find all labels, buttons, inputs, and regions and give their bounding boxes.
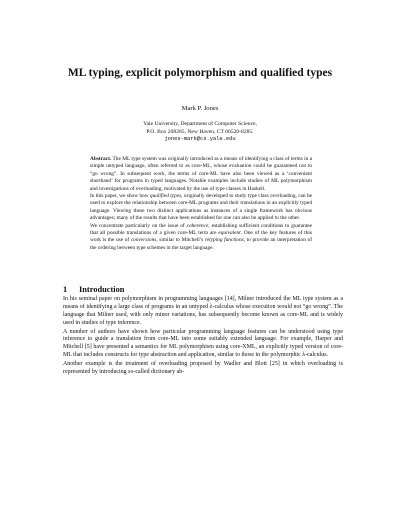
abstract-paragraph-1 [90,156,312,193]
body-paragraph-3: Another example is the treatment of overloading proposed by Wadler and Blott [25] in which overloading is represented by introducing so-called dictionary ab- [63,361,343,375]
abstract-paragraph-2 [90,193,312,223]
body-paragraph-2: A number of authors have shown how particular programming language features can be understood using type inference to guide a translation from core-ML into some suitably extended language. For example, Harper and Mitchell [5] have presented a semantics for ML polymorphism using core-XML, an explicitly typed version of core-ML that includes constructs for type abstraction and application, similar to those in the polymorphic λ-calculus. [63,328,343,359]
abstract-text-3b: , establishing sufficient conditions to guarantee that all possible translations of a given core-ML term are [90,222,312,237]
abstract-text-3c: . One of the key features of this work is the use of [90,230,312,244]
abstract [90,156,312,252]
section-number: 1 [63,285,68,294]
affiliation-line-2: P.O. Box 208285, New Haven, CT 06520-8285. [146,128,254,135]
abstract-emphasis-qualified-types: qualified types [149,193,182,200]
abstract-text-2a: In this paper, we show how [90,193,150,200]
abstract-label: Abstract. [90,156,112,162]
author-affiliation [60,121,340,144]
section-heading [63,285,343,294]
abstract-text-3e: , to provide an interpretation of the ordering between type schemes in the target language. [90,237,312,251]
abstract-paragraph-3 [90,223,312,253]
abstract-text-2b: , originally developed to study type class overloading, can be used to explore the relationship between core-ML programs and their translations in an explicitly typed language. Viewing these two distinct applications as instances of a single framework has obvious advantages; many of the results that have been established for one can also be applied to the other. [90,193,312,222]
abstract-text-1: The ML type system was originally introduced as a means of identifying a class of terms in a simple untyped language, often referred to as core-ML, whose evaluation could be guaranteed not to “go wrong”. In subsequent work, the terms of core-ML have also been viewed as a ‘convenient shorthand’ for programs in typed languages. Notable examples include studies of ML polymorphism and investigations of overloading, motivated by the use of type classes in Haskell. [90,156,312,192]
section-title: Introduction [79,285,125,294]
abstract-emphasis-coherence: coherence [186,222,209,229]
author-email: jones-mark@cs.yale.edu [164,136,236,143]
abstract-text-3a: We concentrate particularly on the issue of [90,222,187,229]
abstract-emphasis-equivalent: equivalent [218,230,241,237]
paper-title: ML typing, explicit polymorphism and qualified types [67,67,333,79]
abstract-emphasis-conversions: conversions [130,237,157,244]
affiliation-line-1: Yale University, Department of Computer Science, [143,121,257,127]
body-text [63,296,343,378]
author-name: Mark P. Jones [181,105,219,112]
abstract-emphasis-retyping-functions: retyping functions [204,237,244,244]
body-paragraph-1: In his seminal paper on polymorphism in programming languages [14], Milner introduced the ML type system as a means of identifying a large class of programs in an untyped λ-calculus whose execution would not “go wrong”. The language that Milner used, with only minor variations, has subsequently become known as core-ML and is widely used in studies of type inference. [63,296,343,326]
abstract-text-3d: , similar to Mitchell’s [156,237,205,244]
